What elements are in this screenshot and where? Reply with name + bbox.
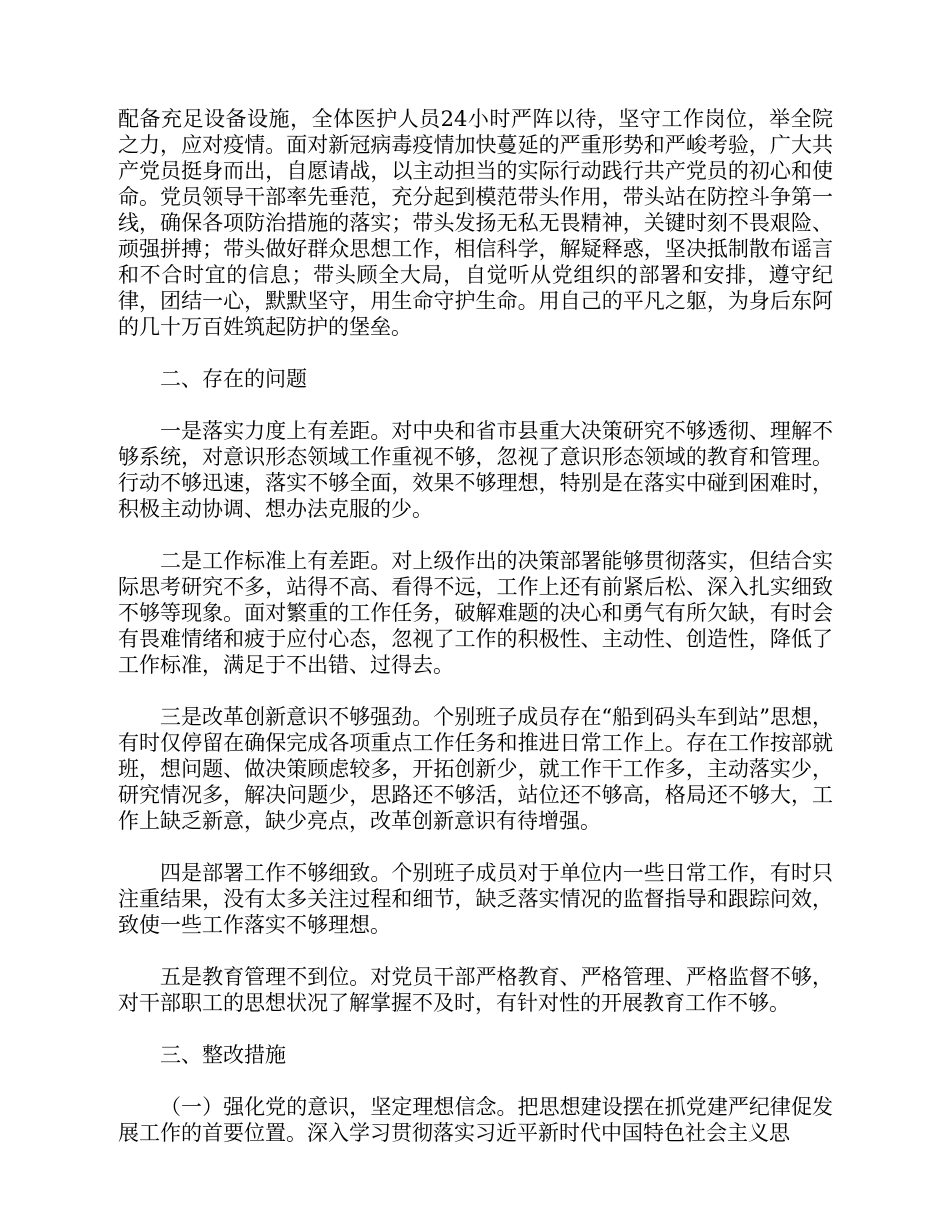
problem-paragraph-1: 一是落实力度上有差距。对中央和省市县重大决策研究不够透彻、理解不够系统，对意识形态领域工作重视不够，忽视了意识形态领域的教育和管理。行动不够迅速，落实不够全面，效果不够理想，特别是在落实中碰到困难时，积极主动协调、想办法克服的少。 [118,419,833,521]
section-heading-measures: 三、整改措施 [160,1043,286,1067]
problem-paragraph-5: 五是教育管理不到位。对党员干部严格教育、严格管理、严格监督不够，对干部职工的思想状况了解掌握不及时，有针对性的开展教育工作不够。 [118,965,833,1015]
problem-paragraph-2: 二是工作标准上有差距。对上级作出的决策部署能够贯彻落实，但结合实际思考研究不多，站得不高、看得不远，工作上还有前紧后松、深入扎实细致不够等现象。面对繁重的工作任务，破解难题的决心和勇气有所欠缺，有时会有畏难情绪和疲于应付心态，忽视了工作的积极性、主动性、创造性，降低了工作标准，满足于不出错、过得去。 [118,549,833,677]
intro-paragraph: 配备充足设备设施，全体医护人员24小时严阵以待，坚守工作岗位，举全院之力，应对疫情。面对新冠病毒疫情加快蔓延的严重形势和严峻考验，广大共产党员挺身而出，自愿请战，以主动担当的实际行动践行共产党员的初心和使命。党员领导干部率先垂范，充分起到模范带头作用，带头站在防控斗争第一线，确保各项防治措施的落实；带头发扬无私无畏精神，关键时刻不畏艰险、顽强拼搏；带头做好群众思想工作，相信科学，解疑释惑，坚决抵制散布谣言和不合时宜的信息；带头顾全大局，自觉听从党组织的部署和安排，遵守纪律，团结一心，默默坚守，用生命守护生命。用自己的平凡之躯，为身后东阿的几十万百姓筑起防护的堡垒。 [118,107,833,339]
problem-paragraph-3: 三是改革创新意识不够强劲。个别班子成员存在“船到码头车到站”思想，有时仅停留在确保完成各项重点工作任务和推进日常工作上。存在工作按部就班，想问题、做决策顾虑较多，开拓创新少，就工作干工作多，主动落实少，研究情况多，解决问题少，思路还不够活，站位还不够高，格局还不够大，工作上缺乏新意，缺少亮点，改革创新意识有待增强。 [118,705,833,833]
section-heading-problems: 二、存在的问题 [160,367,307,391]
document-page [118,106,833,1146]
measure-paragraph-1: （一）强化党的意识，坚定理想信念。把思想建设摆在抓党建严纪律促发展工作的首要位置。深入学习贯彻落实习近平新时代中国特色社会主义思 [118,1095,833,1145]
problem-paragraph-4: 四是部署工作不够细致。个别班子成员对于单位内一些日常工作，有时只注重结果，没有太多关注过程和细节，缺乏落实情况的监督指导和跟踪问效，致使一些工作落实不够理想。 [118,861,833,937]
